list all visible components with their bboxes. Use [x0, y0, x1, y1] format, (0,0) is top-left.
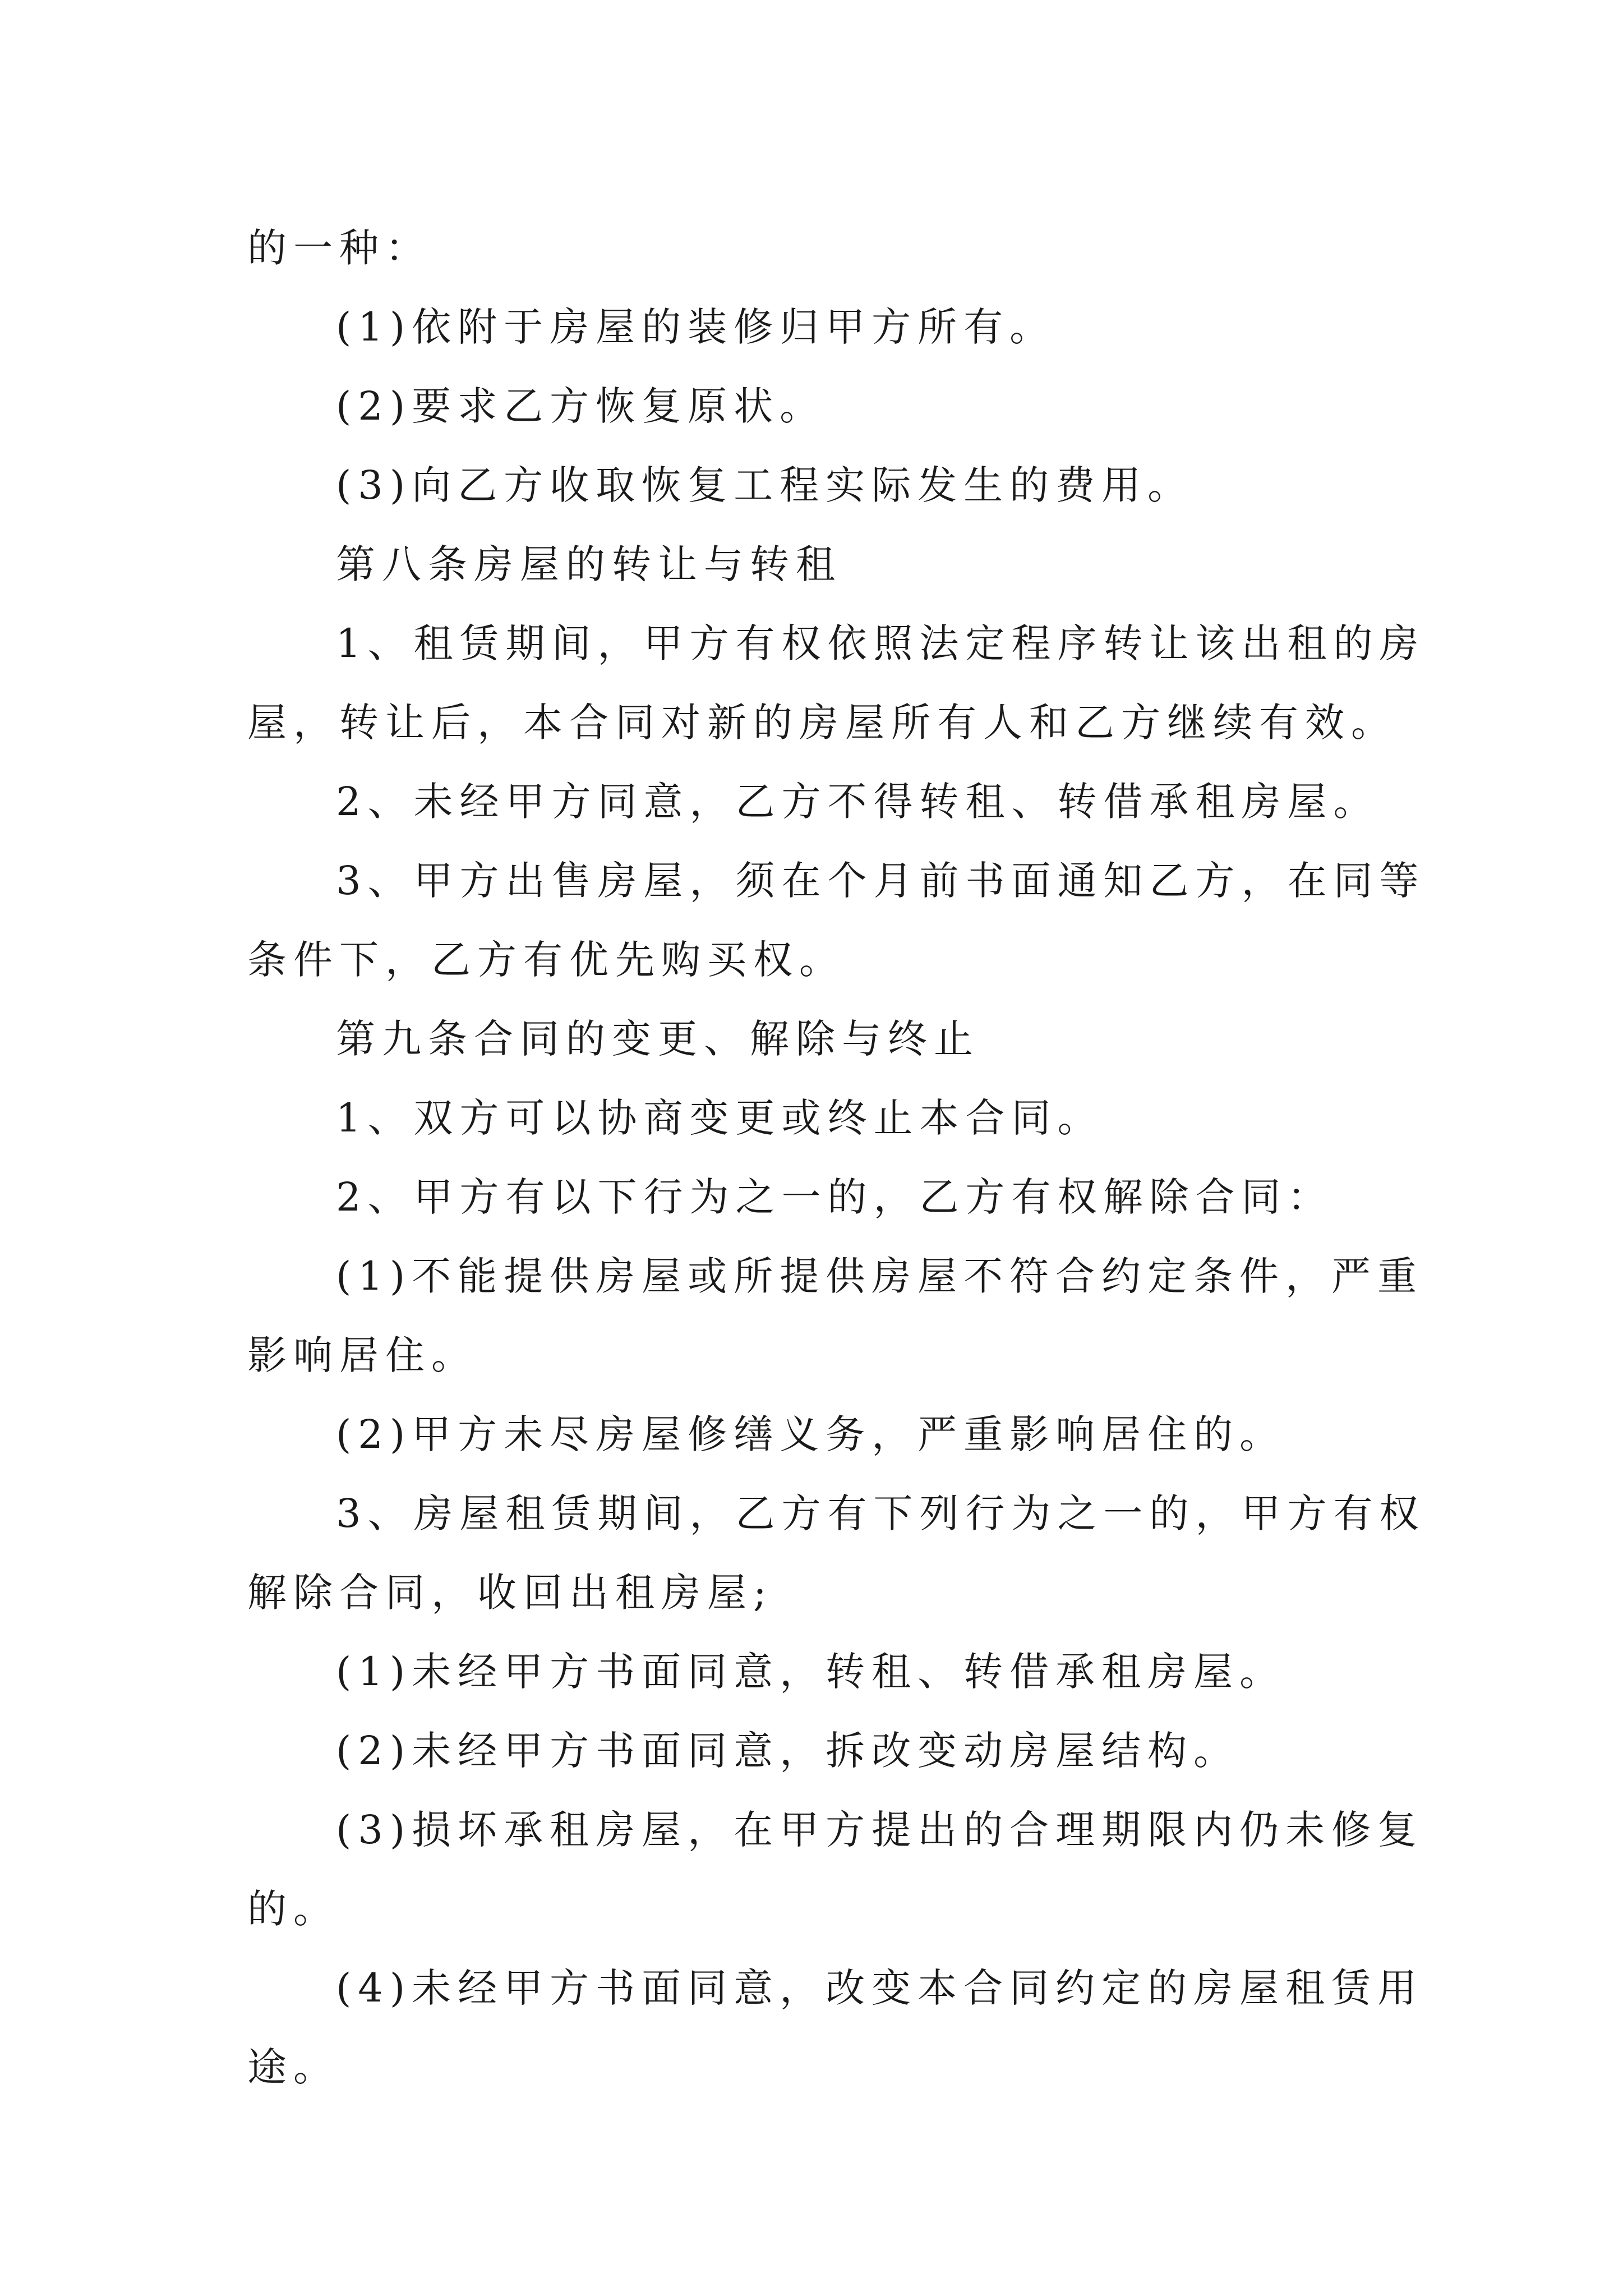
text-line: (2)要求乙方恢复原状。: [336, 383, 826, 429]
text-line: 的。: [247, 1886, 339, 1932]
text-line: 1、双方可以协商变更或终止本合同。: [336, 1095, 1104, 1141]
document-body: [247, 209, 1426, 2107]
text-line: 屋，转让后，本合同对新的房屋所有人和乙方继续有效。: [247, 700, 1397, 746]
text-line: 2、未经甲方同意，乙方不得转租、转借承租房屋。: [336, 779, 1380, 825]
section-heading: 第八条房屋的转让与转租: [336, 541, 842, 587]
text-line: 的一种：: [247, 225, 431, 271]
text-line: 影响居住。: [247, 1332, 477, 1378]
text-line: (2)未经甲方书面同意，拆改变动房屋结构。: [336, 1728, 1240, 1774]
text-line: (3)向乙方收取恢复工程实际发生的费用。: [336, 462, 1194, 508]
text-line: 条件下，乙方有优先购买权。: [247, 937, 845, 983]
text-line: (1)不能提供房屋或所提供房屋不符合约定条件，严重: [336, 1253, 1424, 1299]
text-line: 途。: [247, 2044, 339, 2090]
text-line: 解除合同，收回出租房屋;: [247, 1570, 773, 1616]
text-line: (1)未经甲方书面同意，转租、转借承租房屋。: [336, 1649, 1286, 1695]
text-line: 3、甲方出售房屋，须在个月前书面通知乙方，在同等: [336, 858, 1426, 904]
text-line: 3、房屋租赁期间，乙方有下列行为之一的，甲方有权: [336, 1490, 1426, 1536]
text-line: (2)甲方未尽房屋修缮义务，严重影响居住的。: [336, 1411, 1286, 1457]
text-line: (1)依附于房屋的装修归甲方所有。: [336, 304, 1056, 350]
text-line: 1、租赁期间，甲方有权依照法定程序转让该出租的房: [336, 620, 1426, 666]
text-line: (4)未经甲方书面同意，改变本合同约定的房屋租赁用: [336, 1965, 1424, 2011]
text-line: (3)损坏承租房屋，在甲方提出的合理期限内仍未修复: [336, 1807, 1424, 1853]
section-heading: 第九条合同的变更、解除与终止: [336, 1016, 980, 1062]
text-line: 2、甲方有以下行为之一的，乙方有权解除合同：: [336, 1174, 1334, 1220]
